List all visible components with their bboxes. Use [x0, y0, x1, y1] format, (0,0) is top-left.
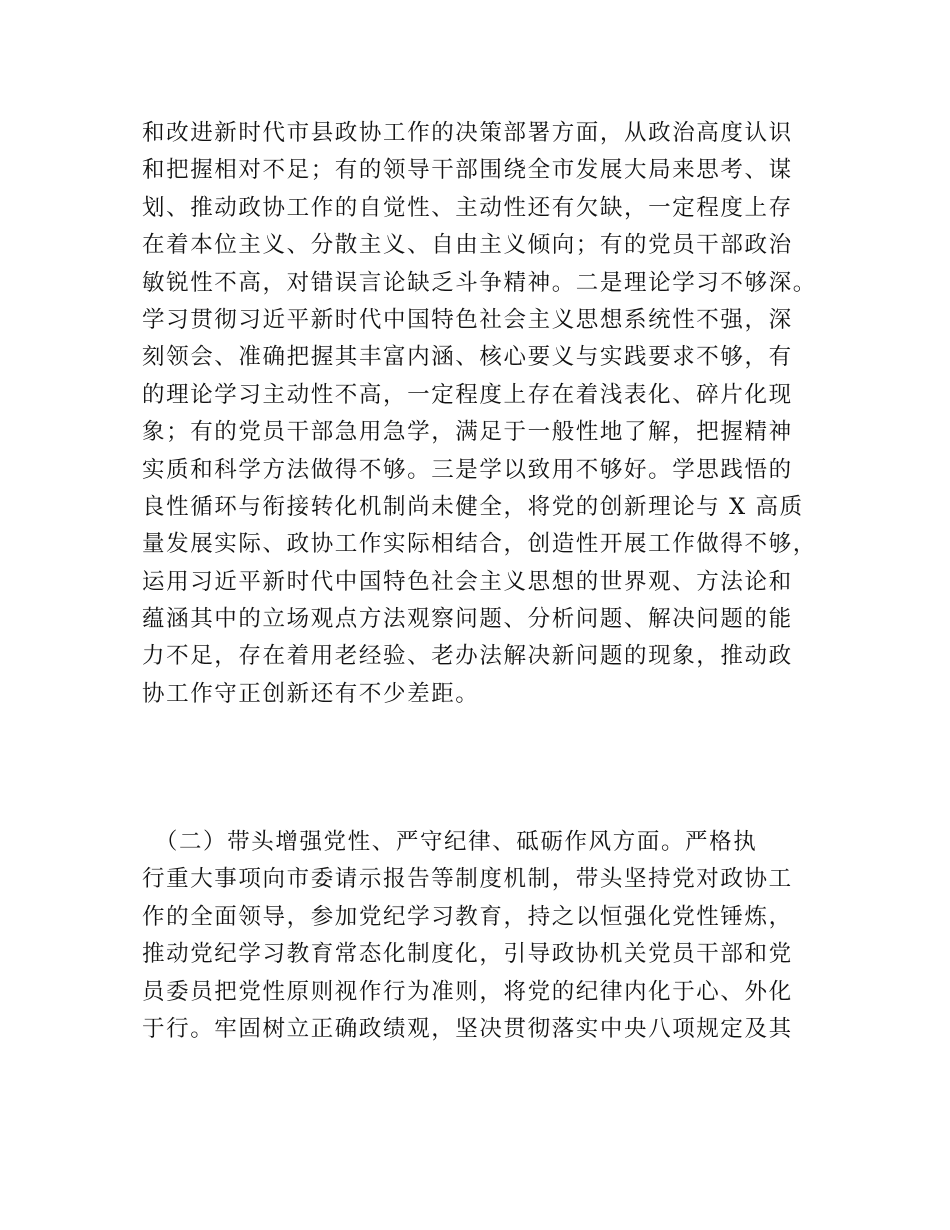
paragraph-1-line: 运用习近平新时代中国特色社会主义思想的世界观、方法论和 [142, 568, 793, 595]
paragraph-2-line: 作的全面领导，参加党纪学习教育，持之以恒强化党性锤炼， [142, 903, 793, 930]
paragraph-1-line: 实质和科学方法做得不够。三是学以致用不够好。学思践悟的 [142, 456, 793, 483]
paragraph-1-line: 象；有的党员干部急用急学，满足于一般性地了解，把握精神 [142, 419, 793, 446]
paragraph-1-line: 良性循环与衔接转化机制尚未健全，将党的创新理论与 X 高质 [142, 493, 804, 520]
paragraph-2-line: 行重大事项向市委请示报告等制度机制，带头坚持党对政协工 [142, 866, 793, 893]
paragraph-1-line: 和把握相对不足；有的领导干部围绕全市发展大局来思考、谋 [142, 157, 793, 184]
paragraph-1-line: 和改进新时代市县政协工作的决策部署方面，从政治高度认识 [142, 120, 793, 146]
paragraph-1-line: 的理论学习主动性不高，一定程度上存在着浅表化、碎片化现 [142, 381, 793, 408]
paragraph-1-line: 刻领会、准确把握其丰富内涵、核心要义与实践要求不够，有 [142, 344, 793, 371]
paragraph-1-line: 量发展实际、政协工作实际相结合，创造性开展工作做得不够， [142, 531, 817, 558]
paragraph-2-line: 于行。牢固树立正确政绩观，坚决贯彻落实中央八项规定及其 [142, 1015, 793, 1042]
paragraph-1-line: 在着本位主义、分散主义、自由主义倾向；有的党员干部政治 [142, 232, 793, 259]
paragraph-2-line: 推动党纪学习教育常态化制度化，引导政协机关党员干部和党 [142, 941, 793, 968]
paragraph-1-line: 敏锐性不高，对错误言论缺乏斗争精神。二是理论学习不够深。 [142, 269, 817, 296]
paragraph-1-line: 蕴涵其中的立场观点方法观察问题、分析问题、解决问题的能 [142, 606, 793, 633]
paragraph-1-line: 划、推动政协工作的自觉性、主动性还有欠缺，一定程度上存 [142, 194, 793, 221]
paragraph-1-line: 协工作守正创新还有不少差距。 [142, 680, 480, 707]
paragraph-2 [142, 824, 818, 1048]
paragraph-1 [142, 115, 818, 713]
paragraph-1-line: 学习贯彻习近平新时代中国特色社会主义思想系统性不强，深 [142, 306, 793, 333]
paragraph-2-line: （二）带头增强党性、严守纪律、砥砺作风方面。严格执 [142, 829, 758, 855]
paragraph-2-line: 员委员把党性原则视作行为准则，将党的纪律内化于心、外化 [142, 978, 793, 1005]
paragraph-1-line: 力不足，存在着用老经验、老办法解决新问题的现象，推动政 [142, 643, 793, 670]
